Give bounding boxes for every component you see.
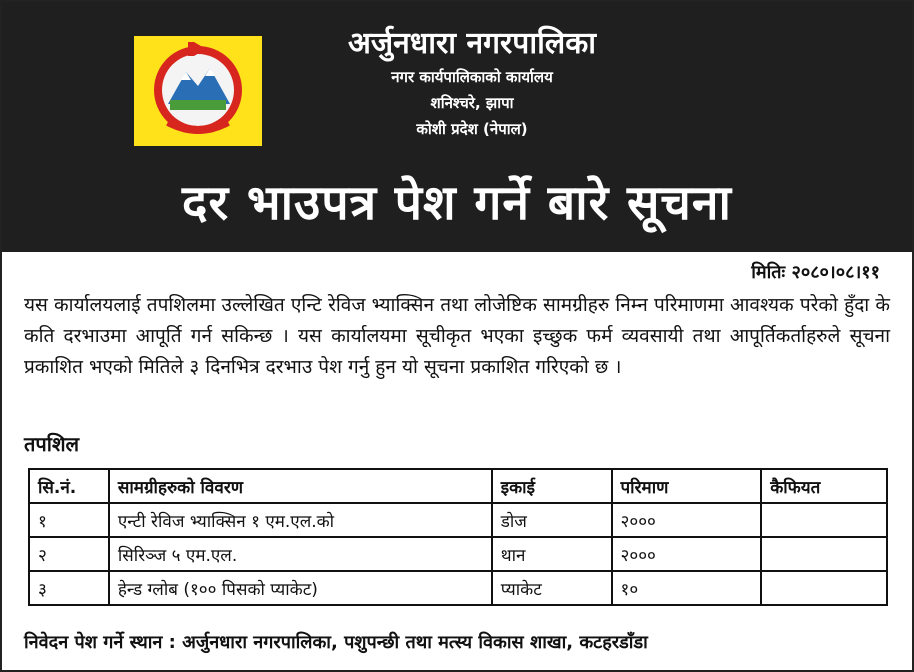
table-cell <box>761 571 887 605</box>
table-row <box>29 571 887 605</box>
table-cell: १० <box>612 571 762 605</box>
table-header: इकाई <box>492 469 612 503</box>
table-header: सामग्रीहरुको विवरण <box>109 469 492 503</box>
table-header: परिमाण <box>612 469 762 503</box>
notice-header <box>2 2 912 252</box>
office-name: अर्जुनधारा नगरपालिका <box>347 26 597 61</box>
notice-date <box>751 260 880 284</box>
table-cell: हेन्ड ग्लोब (१०० पिसको प्याकेट) <box>109 571 492 605</box>
office-line-3: कोशी प्रदेश (नेपाल) <box>416 120 528 138</box>
table-cell: एन्टी रेविज भ्याक्सिन १ एम.एल.को <box>109 503 492 537</box>
office-line-2: शनिश्चरे, झापा <box>430 94 514 112</box>
table-header: सि.नं. <box>29 469 109 503</box>
date-label: मितिः <box>751 262 786 283</box>
table-header-row <box>29 469 887 503</box>
table-cell: २००० <box>612 537 762 571</box>
notice-title: दर भाउपत्र पेश गर्ने बारे सूचना <box>182 175 732 231</box>
table-cell: थान <box>492 537 612 571</box>
date-value: २०८०।०८।११ <box>791 262 880 283</box>
section-title: तपशिल <box>24 432 80 456</box>
office-line-1: नगर कार्यपालिकाको कार्यालय <box>391 68 553 86</box>
office-info <box>282 24 662 142</box>
table-cell: ३ <box>29 571 109 605</box>
table-cell <box>761 503 887 537</box>
table-cell: २००० <box>612 503 762 537</box>
table-cell: डोज <box>492 503 612 537</box>
table-cell: १ <box>29 503 109 537</box>
notice-body: यस कार्यालयलाई तपशिलमा उल्लेखित एन्टि रेविज भ्याक्सिन तथा लोजेष्टिक सामग्रीहरु निम्न परिमाणमा आवश्यक परेको हुँदा के कति दरभाउमा आपूर्ति गर्न सकिन्छ । यस कार्यालयमा सूचीकृत भएका इच्छुक फर्म व्यवसायी तथा आपूर्तिकर्ताहरुले सूचना प्रकाशित भएको मितिले ३ दिनभित्र दरभाउ पेश गर्नु हुन यो सूचना प्रकाशित गरिएको छ । <box>24 294 890 378</box>
table-cell: २ <box>29 537 109 571</box>
table-row <box>29 537 887 571</box>
municipality-emblem-icon <box>134 36 262 146</box>
table-cell <box>761 537 887 571</box>
table-header: कैफियत <box>761 469 887 503</box>
table-cell: सिरिञ्ज ५ एम.एल. <box>109 537 492 571</box>
table-row <box>29 503 887 537</box>
items-table <box>28 468 888 606</box>
table-cell: प्याकेट <box>492 571 612 605</box>
submission-location: निवेदन पेश गर्ने स्थान : अर्जुनधारा नगरपालिका, पशुपन्छी तथा मत्स्य विकास शाखा, कटहरडाँडा <box>24 632 648 653</box>
